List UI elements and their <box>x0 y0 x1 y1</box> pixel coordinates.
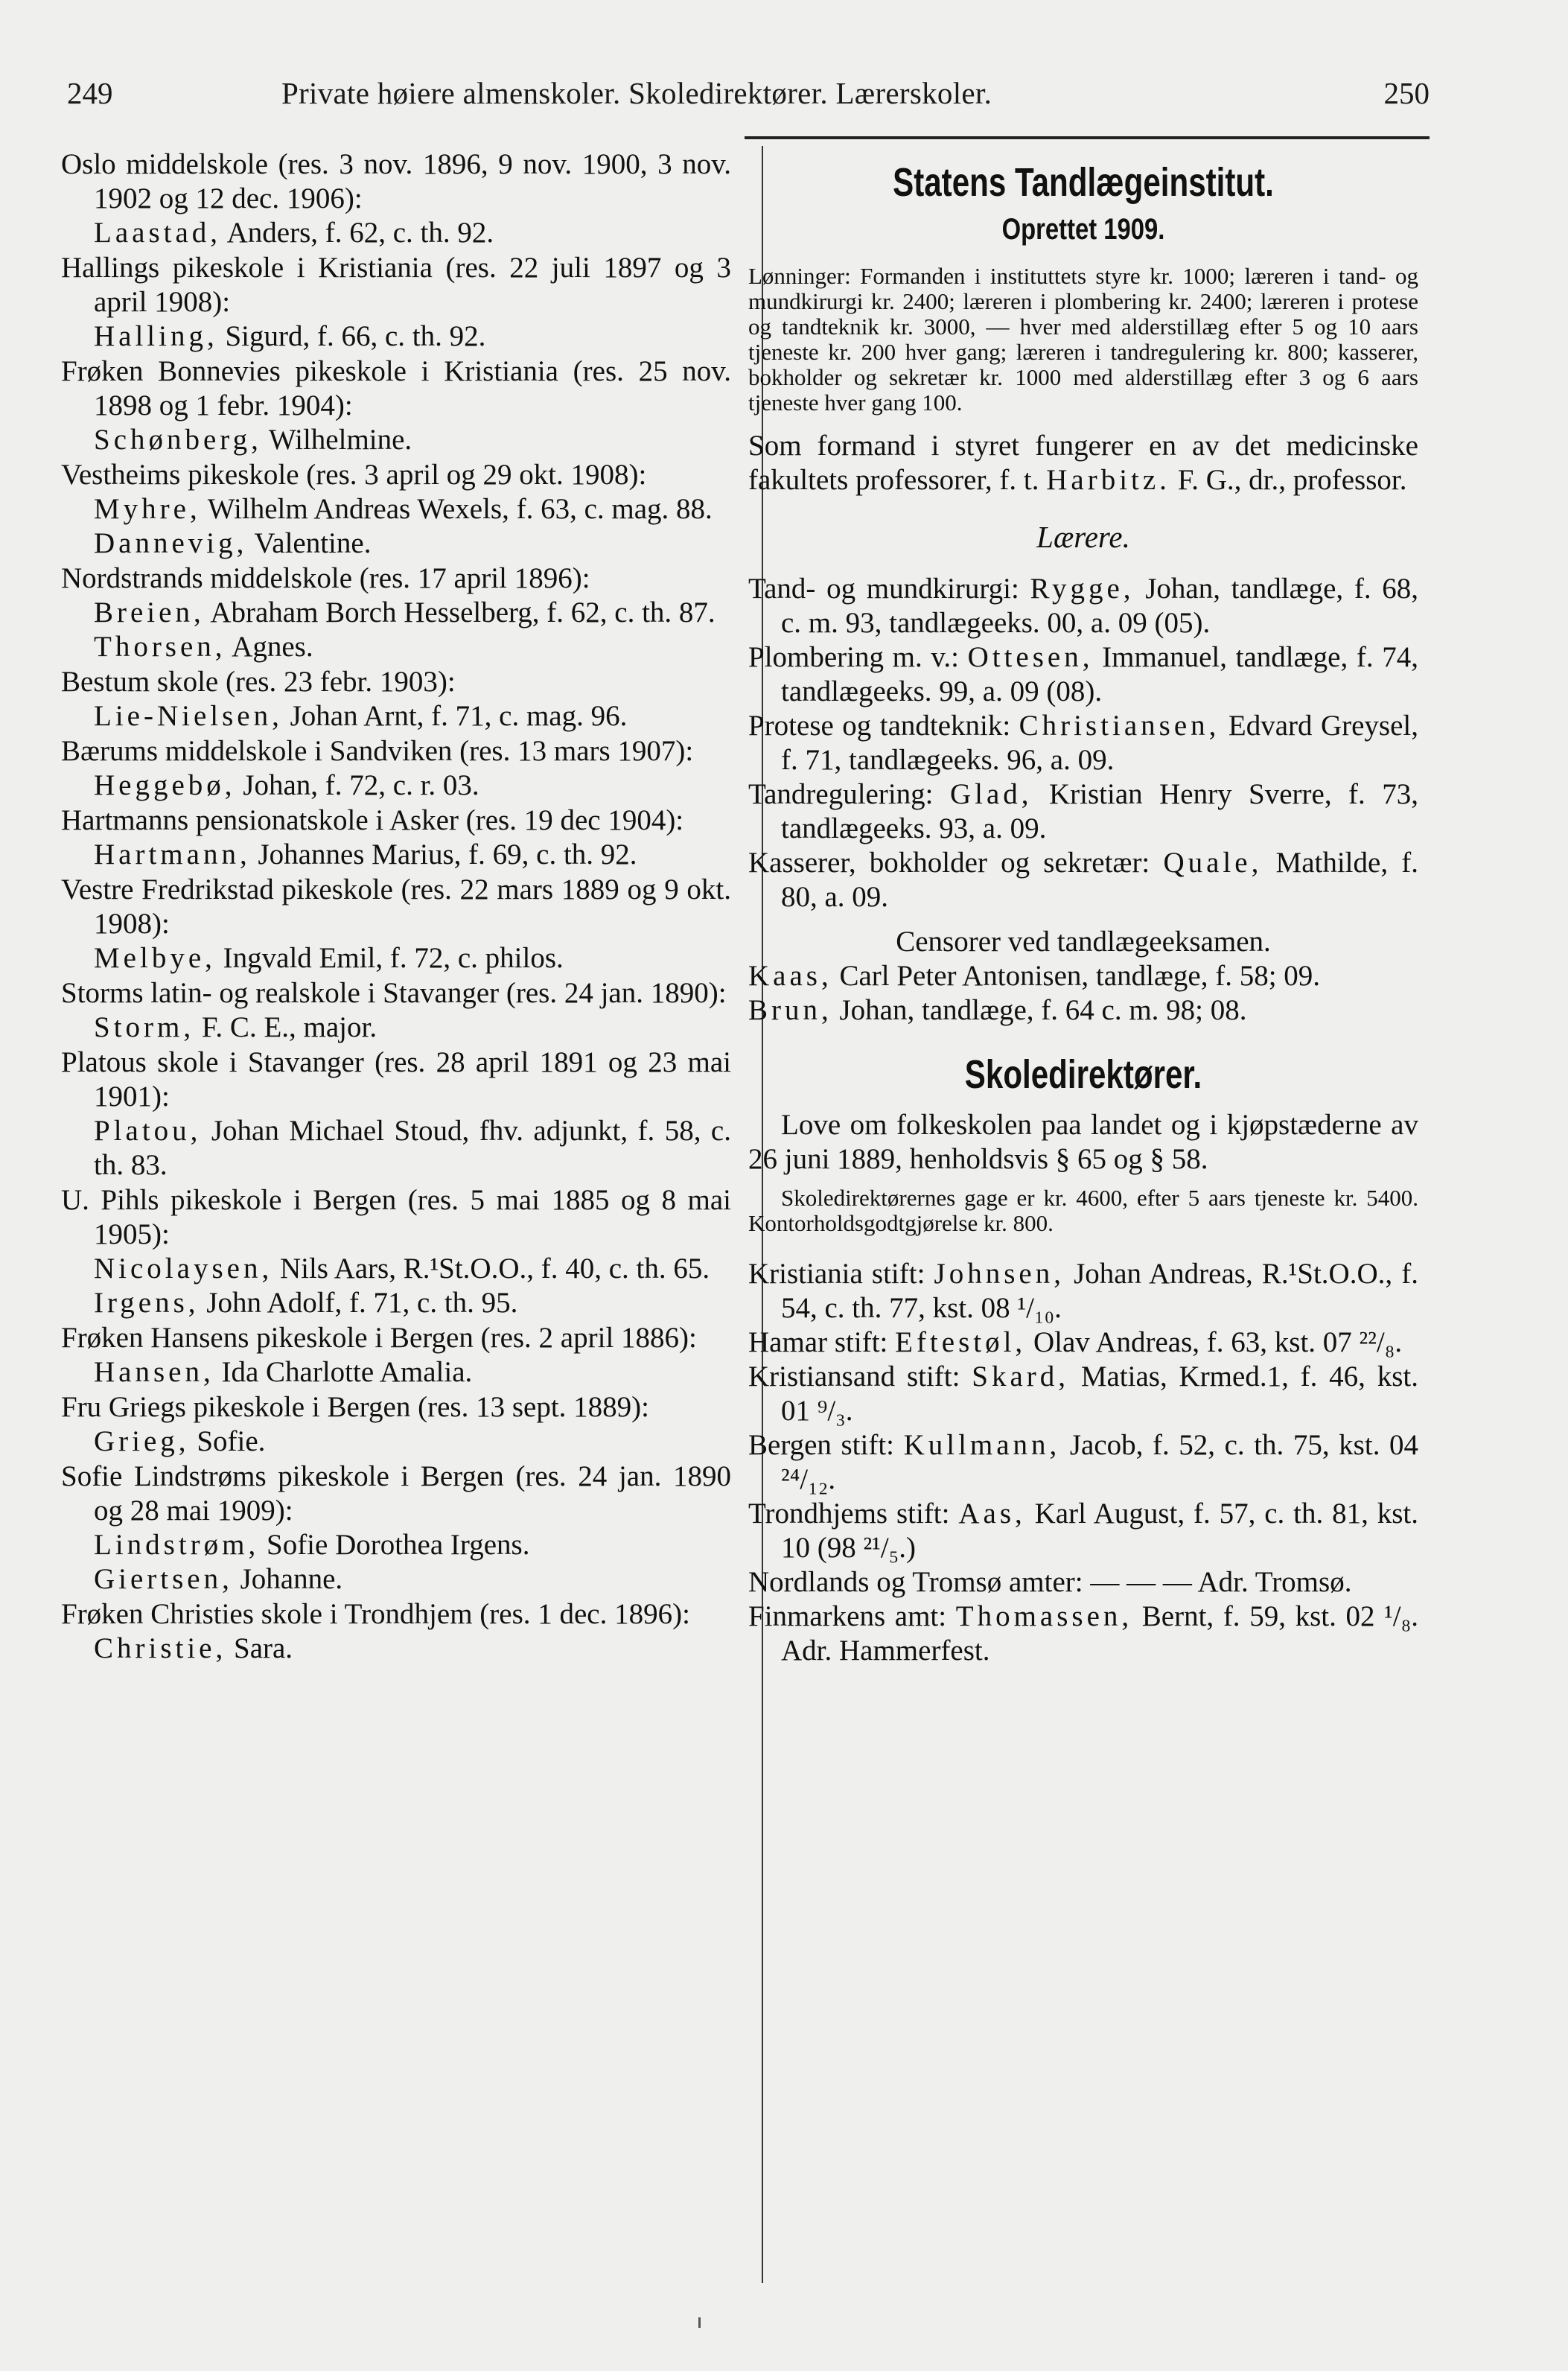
person-surname: Irgens, <box>94 1287 200 1319</box>
person-line <box>61 492 731 526</box>
school-name: Platous skole i Stavanger (res. 28 april 1891 og 23 mai 1901): <box>61 1046 731 1113</box>
person-surname: Storm, <box>94 1011 195 1043</box>
page-number-left: 249 <box>67 76 113 110</box>
director-entry <box>748 1325 1418 1360</box>
spacer <box>748 914 1418 925</box>
director-details: Matias, Krmed.1, f. 46, kst. 01 ⁹/₃. <box>781 1360 1418 1427</box>
left-column <box>61 147 731 1667</box>
person-line <box>61 941 731 976</box>
director-details: Bernt, f. 59, kst. 02 ¹/₈. Adr. Hammerfest. <box>781 1600 1418 1667</box>
director-surname: Johnsen, <box>934 1258 1065 1290</box>
person-surname: Nicolaysen, <box>94 1253 273 1285</box>
person-line <box>61 596 731 630</box>
running-title: Private høiere almenskoler. Skoledirektører. Lærerskoler. <box>281 76 992 110</box>
school-name: Hallings pikeskole i Kristiania (res. 22 juli 1897 og 3 april 1908): <box>61 252 731 318</box>
school-entry <box>61 1597 731 1666</box>
person-details: Johan, f. 72, c. r. 03. <box>235 769 479 801</box>
censor-entry <box>748 993 1418 1028</box>
censor-surname: Kaas, <box>748 960 832 992</box>
person-line <box>61 838 731 872</box>
person-surname: Thorsen, <box>94 631 226 663</box>
school-name: U. Pihls pikeskole i Bergen (res. 5 mai 1885 og 8 mai 1905): <box>61 1184 731 1250</box>
school-name: Storms latin- og realskole i Stavanger (res. 24 jan. 1890): <box>61 977 727 1009</box>
teacher-role: Plombering m. v.: <box>748 641 968 673</box>
chair-text: Som formand i styret fungerer en av det medicinske fakultets professorer, f. t. <box>748 430 1418 496</box>
person-details: Nils Aars, R.¹St.O.O., f. 40, c. th. 65. <box>273 1253 710 1285</box>
person-line <box>61 1252 731 1286</box>
person-details: Ida Charlotte Amalia. <box>214 1356 473 1388</box>
person-details: Agnes. <box>226 631 313 663</box>
director-details: Olav Andreas, f. 63, kst. 07 ²²/₈. <box>1026 1326 1403 1358</box>
spacer <box>748 1028 1418 1048</box>
teacher-details: Mathilde, f. 80, a. 09. <box>781 847 1418 913</box>
director-entry <box>748 1257 1418 1325</box>
person-details: Anders, f. 62, c. th. 92. <box>221 217 494 249</box>
director-entry <box>748 1600 1418 1668</box>
director-region: Bergen stift: <box>748 1429 904 1461</box>
school-entry <box>61 354 731 457</box>
person-surname: Dannevig, <box>94 527 248 559</box>
school-entry <box>61 147 731 250</box>
person-surname: Heggebø, <box>94 769 236 801</box>
person-surname: Grieg, <box>94 1425 190 1457</box>
director-surname: Thomassen, <box>955 1600 1133 1632</box>
school-name: Sofie Lindstrøms pikeskole i Bergen (res. 24 jan. 1890 og 28 mai 1909): <box>61 1460 731 1527</box>
chair-details: F. G., dr., professor. <box>1170 464 1407 496</box>
person-surname: Giertsen, <box>94 1563 233 1595</box>
school-name: Frøken Hansens pikeskole i Bergen (res. 2 april 1886): <box>61 1322 697 1354</box>
director-surname: Aas, <box>958 1498 1026 1530</box>
person-surname: Breien, <box>94 596 205 628</box>
person-details: Wilhelm Andreas Wexels, f. 63, c. mag. 88. <box>200 493 713 525</box>
chair-paragraph <box>748 429 1418 497</box>
teacher-details: Johan, tandlæge, f. 68, c. m. 93, tandlægeeks. 00, a. 09 (05). <box>781 573 1419 639</box>
person-line <box>61 1425 731 1459</box>
section-title-skoledirektorer: Skoledirektører. <box>964 1052 1202 1097</box>
school-entry <box>61 561 731 664</box>
person-surname: Schønberg, <box>94 424 262 456</box>
school-name: Hartmanns pensionatskole i Asker (res. 19 dec 1904): <box>61 804 684 836</box>
teacher-entry <box>748 846 1418 914</box>
person-line <box>61 1286 731 1320</box>
teacher-details: Edvard Greysel, f. 71, tandlægeeks. 96, a. 09. <box>781 710 1418 776</box>
person-line <box>61 526 731 561</box>
school-name: Fru Griegs pikeskole i Bergen (res. 13 sept. 1889): <box>61 1391 649 1423</box>
person-details: Johanne. <box>232 1563 343 1595</box>
person-line <box>61 1528 731 1562</box>
school-name: Nordstrands middelskole (res. 17 april 1896): <box>61 562 590 594</box>
right-column <box>748 156 1418 1668</box>
school-entry <box>61 251 731 354</box>
director-region: Kristiansand stift: <box>748 1360 972 1393</box>
teacher-entry <box>748 709 1418 777</box>
person-details: Johan Arnt, f. 71, c. mag. 96. <box>282 700 628 732</box>
director-entry <box>748 1497 1418 1565</box>
person-surname: Halling, <box>94 320 218 352</box>
teacher-surname: Glad, <box>949 778 1033 810</box>
director-entry <box>748 1565 1418 1600</box>
school-entry <box>61 734 731 803</box>
director-surname: Kullmann, <box>903 1429 1061 1461</box>
person-details: Wilhelmine. <box>261 424 412 456</box>
school-name: Vestheims pikeskole (res. 3 april og 29 okt. 1908): <box>61 459 647 491</box>
person-details: F. C. E., major. <box>194 1011 377 1043</box>
school-entry <box>61 1183 731 1320</box>
censor-details: Carl Peter Antonisen, tandlæge, f. 58; 09. <box>832 960 1321 992</box>
school-name: Oslo middelskole (res. 3 nov. 1896, 9 nov. 1900, 3 nov. 1902 og 12 dec. 1906): <box>61 148 731 214</box>
person-line <box>61 1632 731 1666</box>
director-vacant: — — — <box>1090 1566 1192 1598</box>
person-line <box>61 1355 731 1390</box>
person-line <box>61 216 731 250</box>
school-name: Frøken Bonnevies pikeskole i Kristiania (res. 25 nov. 1898 og 1 febr. 1904): <box>61 355 731 421</box>
person-details: Abraham Borch Hesselberg, f. 62, c. th. 87. <box>204 596 716 628</box>
person-line <box>61 1562 731 1597</box>
teacher-details: Immanuel, tandlæge, f. 74, tandlægeeks. 99, a. 09 (08). <box>781 641 1418 707</box>
school-entry <box>61 873 731 976</box>
censor-entry <box>748 959 1418 993</box>
censor-surname: Brun, <box>748 994 832 1026</box>
running-header <box>67 71 1430 115</box>
school-entry <box>61 803 731 872</box>
director-region: Hamar stift: <box>748 1326 896 1358</box>
person-details: Sofie. <box>189 1425 266 1457</box>
person-details: Valentine. <box>247 527 372 559</box>
director-surname: Skard, <box>972 1360 1070 1393</box>
director-surname: Eftestøl, <box>895 1326 1027 1358</box>
person-line <box>61 1011 731 1045</box>
school-name: Bærums middelskole i Sandviken (res. 13 mars 1907): <box>61 735 694 767</box>
person-surname: Laastad, <box>94 217 222 249</box>
teacher-role: Tand- og mundkirurgi: <box>748 573 1030 605</box>
person-line <box>61 1114 731 1183</box>
school-name: Vestre Fredrikstad pikeskole (res. 22 mars 1889 og 9 okt. 1908): <box>61 873 731 940</box>
director-details: Karl August, f. 57, c. th. 81, kst. 10 (98 ²¹/₅.) <box>781 1498 1418 1564</box>
teacher-role: Protese og tandteknik: <box>748 710 1019 742</box>
person-details: John Adolf, f. 71, c. th. 95. <box>199 1287 518 1319</box>
header-rule <box>745 136 1430 139</box>
censor-details: Johan, tandlæge, f. 64 c. m. 98; 08. <box>832 994 1247 1026</box>
teacher-role: Kasserer, bokholder og sekretær: <box>748 847 1164 879</box>
school-entry <box>61 1046 731 1183</box>
person-line <box>61 699 731 733</box>
person-details: Ingvald Emil, f. 72, c. philos. <box>215 942 564 974</box>
spacer <box>748 1250 1418 1257</box>
person-surname: Christie, <box>94 1632 227 1664</box>
teacher-entry <box>748 777 1418 846</box>
director-details: Johan Andreas, R.¹St.O.O., f. 54, c. th. 77, kst. 08 ¹/₁₀. <box>781 1258 1418 1324</box>
teacher-surname: Rygge, <box>1030 573 1135 605</box>
person-surname: Platou, <box>94 1115 202 1147</box>
print-mark <box>698 2317 701 2328</box>
law-text: Love om folkeskolen paa landet og i kjøpstæderne av 26 juni 1889, henholdsvis § 65 og § 58. <box>748 1109 1418 1175</box>
page-number-right: 250 <box>1383 76 1430 110</box>
teacher-details: Kristian Henry Sverre, f. 73, tandlægeeks. 93, a. 09. <box>781 778 1418 844</box>
teacher-entry <box>748 640 1418 709</box>
censors-heading: Censorer ved tandlægeeksamen. <box>896 926 1271 958</box>
person-surname: Lie-Nielsen, <box>94 700 283 732</box>
teacher-role: Tandregulering: <box>748 778 950 810</box>
school-entry <box>61 458 731 561</box>
person-surname: Lindstrøm, <box>94 1529 260 1561</box>
director-entry <box>748 1428 1418 1497</box>
person-details: Sofie Dorothea Irgens. <box>259 1529 530 1561</box>
gage-note: Skoledirektørernes gage er kr. 4600, efter 5 aars tjeneste kr. 5400. Kontorholdsgodtgjørelse kr. 800. <box>748 1185 1418 1236</box>
school-entry <box>61 976 731 1045</box>
person-line <box>61 768 731 803</box>
person-surname: Hansen, <box>94 1356 214 1388</box>
person-surname: Hartmann, <box>94 838 251 871</box>
teacher-surname: Ottesen, <box>967 641 1094 673</box>
director-entry <box>748 1360 1418 1428</box>
school-name: Frøken Christies skole i Trondhjem (res. 1 dec. 1896): <box>61 1598 690 1630</box>
person-line <box>61 630 731 664</box>
teacher-entry <box>748 572 1418 640</box>
person-line <box>61 319 731 354</box>
teacher-surname: Christiansen, <box>1019 710 1220 742</box>
school-entry <box>61 665 731 733</box>
director-region: Nordlands og Tromsø amter: <box>748 1566 1091 1598</box>
director-region: Kristiania stift: <box>748 1258 934 1290</box>
director-region: Finmarkens amt: <box>748 1600 956 1632</box>
teachers-heading: Lærere. <box>1036 520 1130 554</box>
director-details: Adr. Tromsø. <box>1191 1566 1352 1598</box>
teacher-surname: Quale, <box>1163 847 1263 879</box>
person-details: Johan Michael Stoud, fhv. adjunkt, f. 58, c. th. 83. <box>94 1115 731 1181</box>
person-surname: Myhre, <box>94 493 201 525</box>
salary-note: Lønninger: Formanden i instituttets styre kr. 1000; læreren i tand- og mundkirurgi kr. 2400; læreren i plombering kr. 2400; læreren i protese og tandteknik kr. 3000, — hver med alderstillæg efter 5 og 10 aars tjeneste kr. 200 hver gang; læreren i tandregulering kr. 800; kasserer, bokholder og sekretær kr. 1000 med alderstillæg efter 3 og 6 aars tjeneste hver gang 100. <box>748 263 1418 416</box>
school-name: Bestum skole (res. 23 febr. 1903): <box>61 666 456 698</box>
chair-surname: Harbitz. <box>1046 464 1170 496</box>
director-region: Trondhjems stift: <box>748 1498 959 1530</box>
section-title-tandlaegeinstitut: Statens Tandlægeinstitut. <box>893 160 1274 205</box>
school-entry <box>61 1460 731 1597</box>
school-entry <box>61 1390 731 1459</box>
person-details: Johannes Marius, f. 69, c. th. 92. <box>250 838 637 871</box>
section-subtitle: Oprettet 1909. <box>1001 213 1165 246</box>
person-details: Sara. <box>226 1632 293 1664</box>
person-surname: Melbye, <box>94 942 216 974</box>
person-line <box>61 423 731 457</box>
person-details: Sigurd, f. 66, c. th. 92. <box>217 320 486 352</box>
director-details: Jacob, f. 52, c. th. 75, kst. 04 ²⁴/₁₂. <box>781 1429 1419 1495</box>
school-entry <box>61 1321 731 1390</box>
